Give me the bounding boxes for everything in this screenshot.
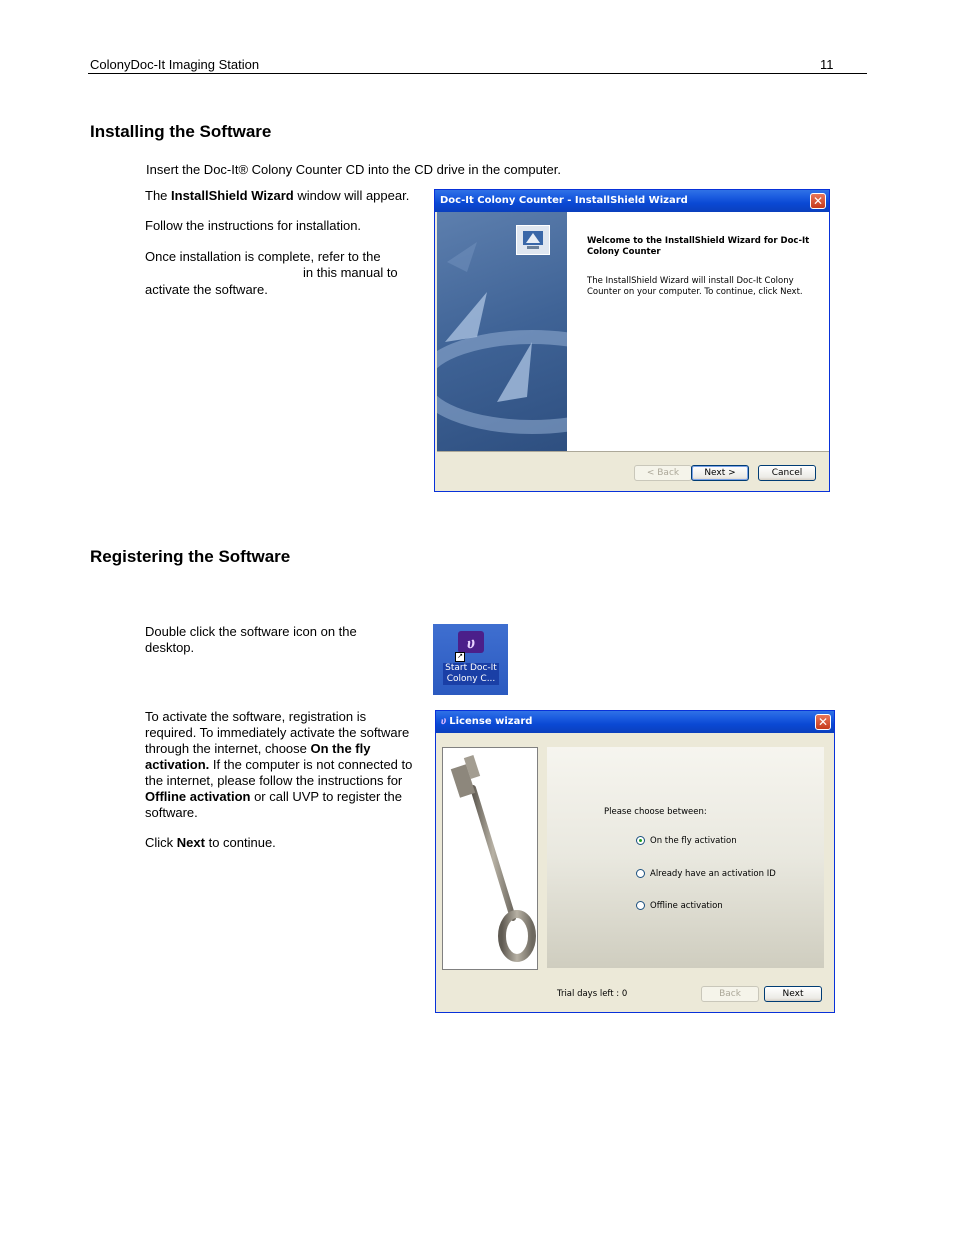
radio-icon[interactable]	[636, 869, 645, 878]
register-step-next: Click Next to continue.	[145, 835, 276, 850]
next-button[interactable]: Next >	[691, 465, 749, 481]
radio-selected-icon[interactable]	[636, 836, 645, 845]
back-button[interactable]: < Back	[634, 465, 692, 481]
cancel-button[interactable]: Cancel	[758, 465, 816, 481]
wizard-divider	[437, 451, 829, 452]
setup-computer-icon	[516, 225, 550, 255]
close-icon[interactable]: ✕	[810, 193, 826, 209]
license-wizard-window	[435, 710, 835, 1013]
back-button[interactable]: Back	[701, 986, 759, 1002]
close-icon[interactable]: ✕	[815, 714, 831, 730]
option-have-activation-id[interactable]: Already have an activation ID	[636, 869, 776, 880]
shortcut-arrow-icon: ↗	[455, 652, 465, 662]
radio-icon[interactable]	[636, 901, 645, 910]
page-number: 11	[820, 57, 834, 72]
wizard-art-panel	[437, 212, 567, 451]
license-title-bar	[436, 711, 834, 733]
install-intro: Insert the Doc-It® Colony Counter CD into the CD drive in the computer.	[146, 162, 561, 177]
document-title: ColonyDoc-It Imaging Station	[90, 57, 260, 72]
install-instructions	[145, 188, 415, 298]
install-step-wizard: The InstallShield Wizard window will appear.	[145, 188, 410, 203]
welcome-body: The InstallShield Wizard will install Doc-It Colony Counter on your computer. To continue, click Next.	[587, 276, 803, 297]
install-step-follow: Follow the instructions for installation.	[145, 218, 362, 233]
registering-heading: Registering the Software	[90, 547, 291, 566]
shortcut-label: Start Doc-It Colony C...	[443, 663, 499, 685]
register-step-double-click: Double click the software icon on the desktop.	[145, 624, 357, 655]
installing-heading: Installing the Software	[90, 122, 272, 141]
option-on-the-fly[interactable]: On the fly activation	[636, 836, 737, 847]
installshield-window	[434, 189, 830, 492]
next-button[interactable]: Next	[764, 986, 822, 1002]
installshield-title-bar	[435, 190, 829, 212]
register-step-activate: To activate the software, registration is required. To immediately activate the software through the internet, choose On the fly activation. If the computer is not connected to the internet, please follow the instructions for Offline activation or call UVP to register the software.	[145, 709, 413, 820]
header-rule	[88, 73, 867, 74]
register-instructions	[145, 709, 415, 851]
svg-text:ሀ: ሀ	[467, 634, 475, 652]
wizard-content-panel	[567, 212, 829, 451]
installshield-title: Doc-It Colony Counter - InstallShield Wizard	[440, 195, 688, 206]
key-image	[442, 747, 538, 970]
license-title: License wizard	[449, 716, 533, 727]
desktop-shortcut[interactable]	[433, 624, 508, 695]
option-offline[interactable]: Offline activation	[636, 901, 723, 912]
install-step-complete: Once installation is complete, refer to the in this manual to activate the software.	[145, 249, 398, 297]
welcome-heading: Welcome to the InstallShield Wizard for Doc-It Colony Counter	[587, 236, 810, 257]
app-icon: ሀ	[441, 716, 447, 727]
trial-days-status: Trial days left : 0	[557, 989, 628, 999]
software-icon	[457, 630, 485, 654]
choose-prompt: Please choose between:	[604, 807, 707, 817]
key-icon	[443, 748, 537, 969]
activation-options-panel	[547, 747, 824, 968]
